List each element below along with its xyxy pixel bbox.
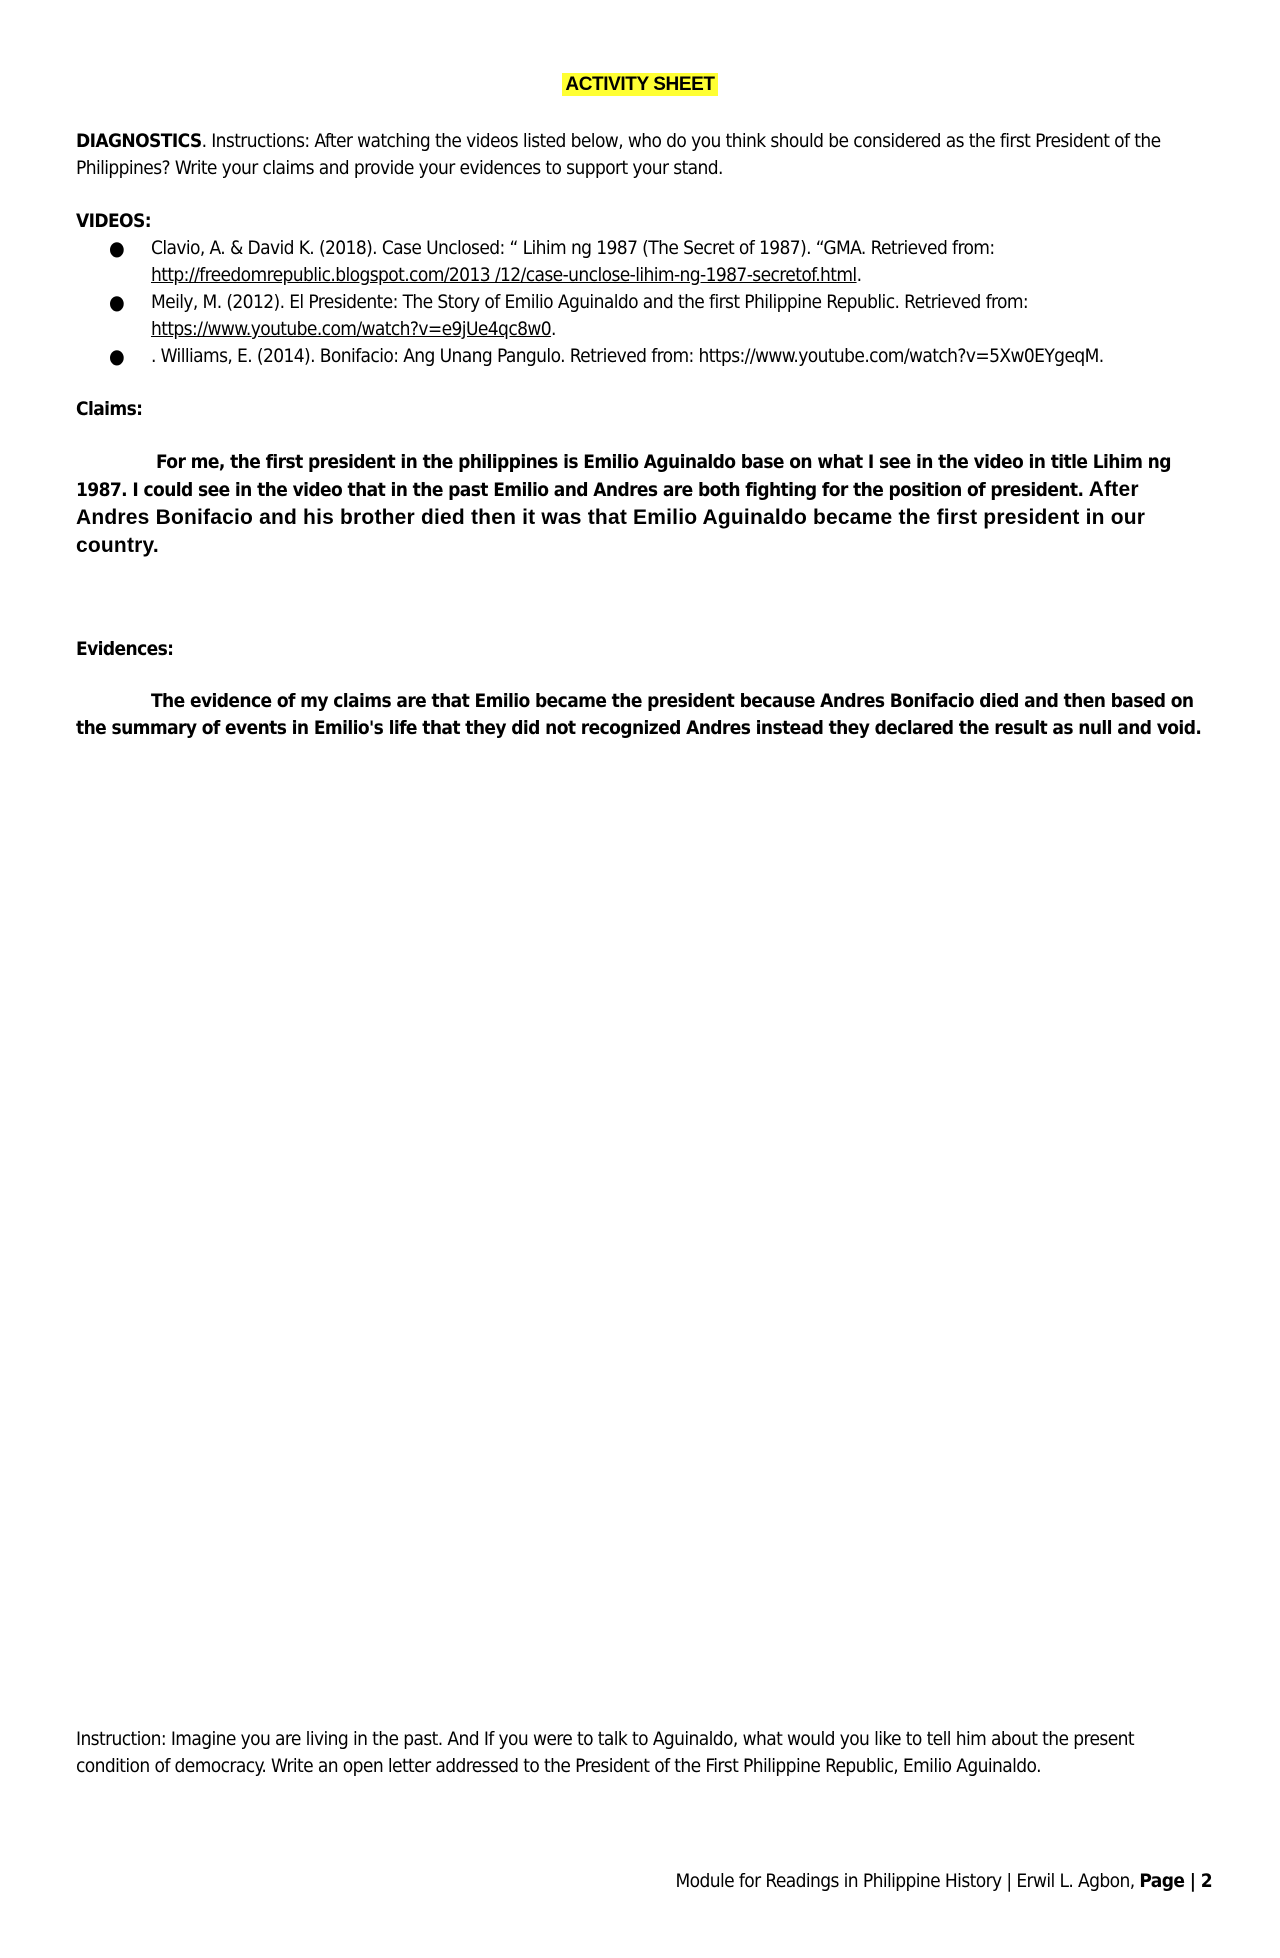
video-citation: Meily, M. (2012). El Presidente: The Story of Emilio Aguinaldo and the first Philippine Republic. Retrieved from: [151,291,1029,313]
instruction-paragraph: Instruction: Imagine you are living in the past. And If you were to talk to Aguinaldo, what would you like to tell him about the present condition of democracy. Write an open letter addressed to the President of the First Philippine Republic, Emilio Aguinaldo. [76,1728,1134,1777]
list-item [76,289,1211,343]
video-link[interactable]: http://freedomrepublic.blogspot.com/2013 /12/case-unclose-lihim-ng-1987-secretof.html [151,264,857,286]
claims-text-part1: For me, the first president in the philippines is Emilio Aguinaldo base on what I see in the video in title Lihim ng 1987. I could see in the video that in the past Emilio and Andres are both fighting for the position of president. [76,451,1171,501]
bullet-icon: ● [109,236,125,260]
video-citation: Clavio, A. & David K. (2018). Case Unclosed: “ Lihim ng 1987 (The Secret of 1987). “GMA. Retrieved from: [151,237,995,259]
evidences-paragraph [76,688,1211,742]
list-item [76,343,1211,370]
page-separator: | [1184,1870,1201,1892]
list-item [76,235,1211,289]
video-link[interactable]: https://www.youtube.com/watch?v=e9jUe4qc8w0 [151,318,552,340]
videos-heading: VIDEOS: [76,210,151,232]
citation-suffix: . [551,318,556,340]
page-label: Page [1139,1870,1185,1892]
activity-sheet-title: ACTIVITY SHEET [562,73,717,96]
claims-text-part2: After Andres Bonifacio and his brother died then it was that Emilio Aguinaldo became the first president in our country. [76,478,1146,557]
diagnostics-label: DIAGNOSTICS [76,130,202,152]
evidences-text: The evidence of my claims are that Emilio became the president because Andres Bonifacio died and then based on the summary of events in Emilio's life that they did not recognized Andres instead they declared the result as null and void. [76,690,1202,739]
videos-list [76,235,1211,370]
claims-heading: Claims: [76,398,143,420]
bullet-icon: ● [109,290,125,314]
evidences-heading: Evidences: [76,638,174,660]
bullet-icon: ● [109,344,125,368]
page-number: 2 [1200,1870,1212,1892]
diagnostics-paragraph [76,128,1211,182]
claims-paragraph [76,449,1211,560]
page-footer [676,1870,1213,1892]
diagnostics-text: . Instructions: After watching the videos listed below, who do you think should be considered as the first President of the Philippines? Write your claims and provide your evidences to support your stand. [76,130,1161,179]
footer-text: Module for Readings in Philippine History | Erwil L. Agbon, [675,1870,1140,1892]
title-container [0,74,1280,96]
citation-suffix: . [856,264,862,286]
video-citation: . Williams, E. (2014). Bonifacio: Ang Unang Pangulo. Retrieved from: https://www.youtube.com/watch?v=5Xw0EYgeqM. [151,345,1104,367]
